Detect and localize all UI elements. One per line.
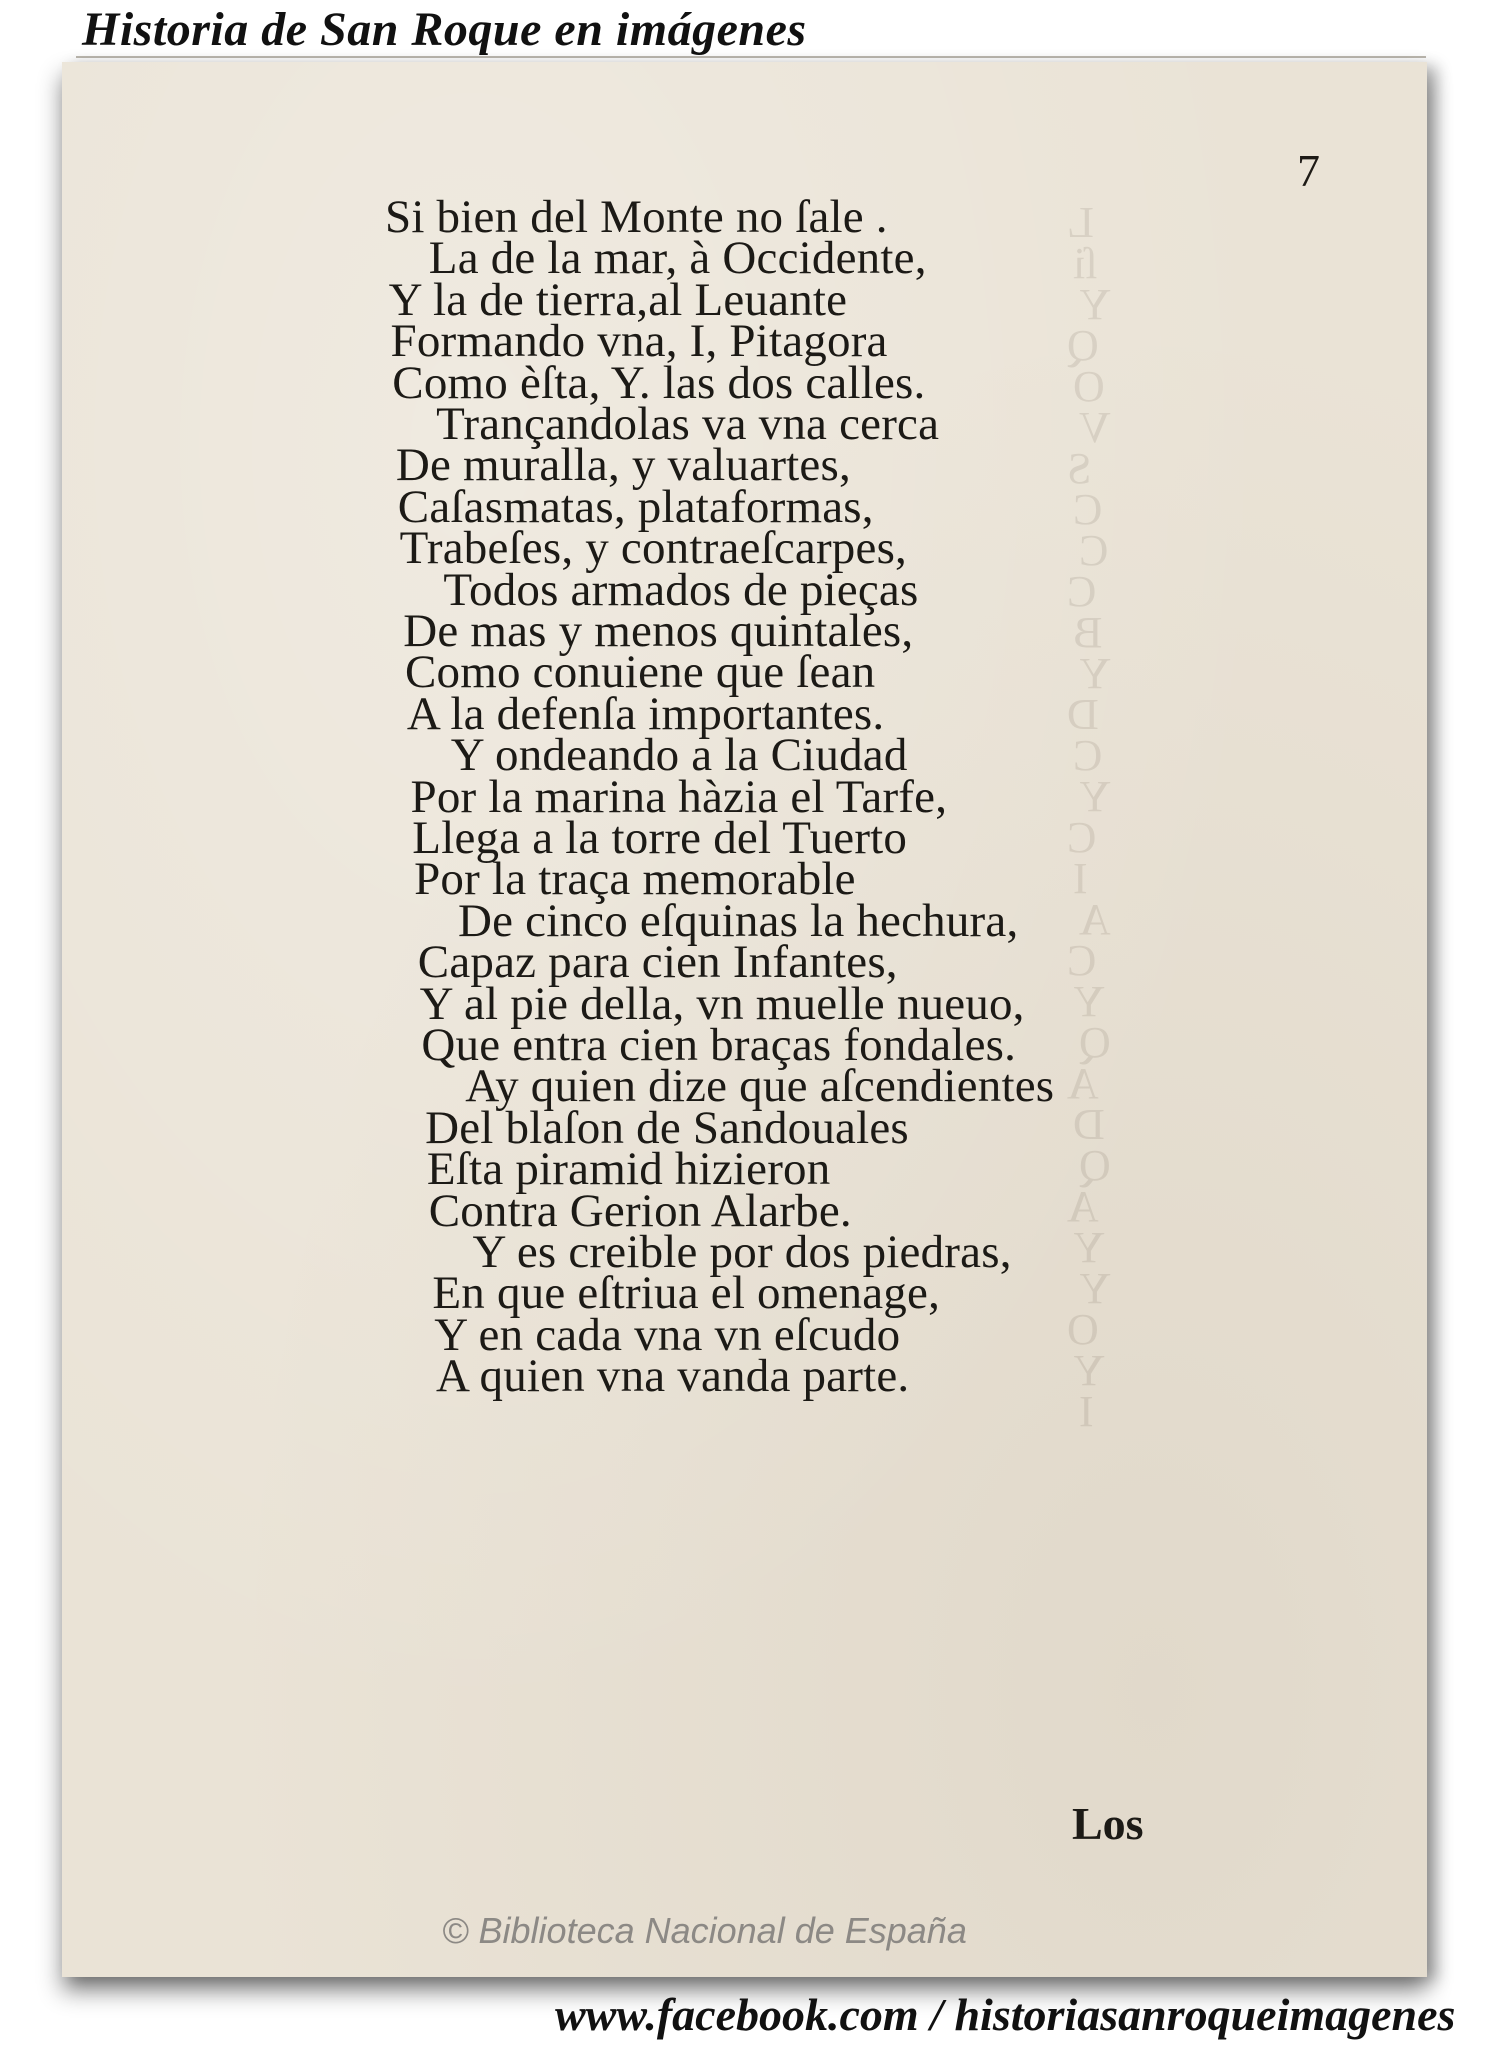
bleed-glyph: I	[1073, 854, 1088, 903]
bleed-glyph: A	[1067, 1059, 1099, 1108]
verse-line: Del blaſon de Sandouales	[425, 1101, 909, 1154]
verse-line: Caſasmatas, plataformas,	[397, 480, 874, 533]
bleed-glyph: D	[1067, 690, 1099, 739]
bleed-glyph: Y	[1073, 977, 1105, 1026]
verse-line: Capaz para cien Infantes,	[417, 936, 898, 989]
bleed-glyph: C	[1079, 526, 1109, 575]
verse-line: Por la traça memorable	[414, 853, 856, 906]
verse-line: Y ondeando a la Ciudad	[450, 729, 908, 782]
bleed-glyph: C	[1073, 485, 1103, 534]
bleed-glyph: Y	[1079, 280, 1111, 329]
bleed-glyph: ſi	[1073, 239, 1098, 288]
verse-line: De mas y menos quintales,	[403, 605, 914, 657]
scanned-book-page	[62, 62, 1427, 1977]
bleed-glyph: Y	[1079, 772, 1111, 821]
verse-line: Si bien del Monte no ſale .	[385, 191, 888, 243]
bleed-glyph: D	[1073, 1100, 1105, 1149]
verse-line: Y en cada vna vn eſcudo	[434, 1308, 901, 1361]
bleed-glyph: C	[1067, 936, 1097, 985]
verse-line: Como èſta, Y. las dos calles.	[392, 356, 926, 409]
bleed-glyph: Q	[1067, 321, 1099, 370]
verse-line: De muralla, y valuartes,	[395, 439, 851, 492]
title-divider	[76, 56, 1426, 58]
bleed-glyph: Q	[1079, 1018, 1111, 1067]
verse-line: Que entra cien braças fondales.	[421, 1019, 1017, 1071]
bleed-glyph: Y	[1079, 1264, 1111, 1313]
verse-line: La de la mar, à Occidente,	[428, 232, 927, 285]
verse-line: Trabeſes, y contraeſcarpes,	[399, 522, 908, 575]
bleed-glyph: C	[1067, 813, 1097, 862]
bleed-glyph: Y	[1073, 1223, 1105, 1272]
bleed-glyph: S	[1067, 444, 1092, 493]
bleed-glyph: I	[1079, 1387, 1094, 1436]
verse-line: Contra Gerion Alarbe.	[428, 1184, 852, 1237]
verse-line: Formando vna, I, Pitagora	[390, 315, 888, 368]
bleed-glyph: O	[1067, 1305, 1099, 1354]
bleed-glyph: A	[1079, 895, 1111, 944]
catchword: Los	[1072, 1798, 1144, 1849]
verse-line: Como conuiene que ſean	[405, 646, 876, 699]
verse-block	[62, 62, 1427, 1977]
bleed-glyph: B	[1073, 608, 1103, 657]
bleed-glyph: L	[1067, 198, 1094, 247]
bleed-glyph: C	[1073, 731, 1103, 780]
facebook-link[interactable]: www.facebook.com / historiasanroqueimagenes	[555, 1989, 1456, 2040]
bleed-glyph: O	[1073, 362, 1105, 411]
verse-line: Ay quien dize que aſcendientes	[465, 1060, 1055, 1113]
bleed-glyph: C	[1067, 567, 1097, 616]
copyright-watermark: © Biblioteca Nacional de España	[442, 1910, 967, 1951]
bleed-glyph: Q	[1079, 1141, 1111, 1190]
bleed-glyph: A	[1067, 1182, 1099, 1231]
verse-line: A la defenſa importantes.	[406, 687, 885, 740]
verse-line: Trançandolas va vna cerca	[436, 398, 940, 450]
verse-line: Y la de tierra,al Leuante	[388, 273, 848, 326]
verse-line: Y es creible por dos piedras,	[472, 1226, 1012, 1278]
verse-line: Y al pie della, vn muelle nueuo,	[419, 977, 1025, 1030]
verse-line: En que eſtriua el omenage,	[432, 1267, 941, 1320]
bleed-glyph: Y	[1073, 1346, 1105, 1395]
bleed-glyph: Y	[1079, 649, 1111, 698]
verse-line: A quien vna vanda parte.	[436, 1350, 910, 1403]
site-title: Historia de San Roque en imágenes	[82, 3, 807, 56]
verse-line: Por la marina hàzia el Tarfe,	[410, 770, 948, 823]
verse-line: Eſta piramid hizieron	[426, 1143, 831, 1196]
verse-line: Todos armados de pieças	[443, 563, 919, 616]
verse-line: De cinco eſquinas la hechura,	[458, 894, 1019, 947]
bleed-glyph: V	[1079, 403, 1111, 452]
verse-line: Llega a la torre del Tuerto	[412, 812, 908, 864]
page-number: 7	[1297, 145, 1320, 196]
